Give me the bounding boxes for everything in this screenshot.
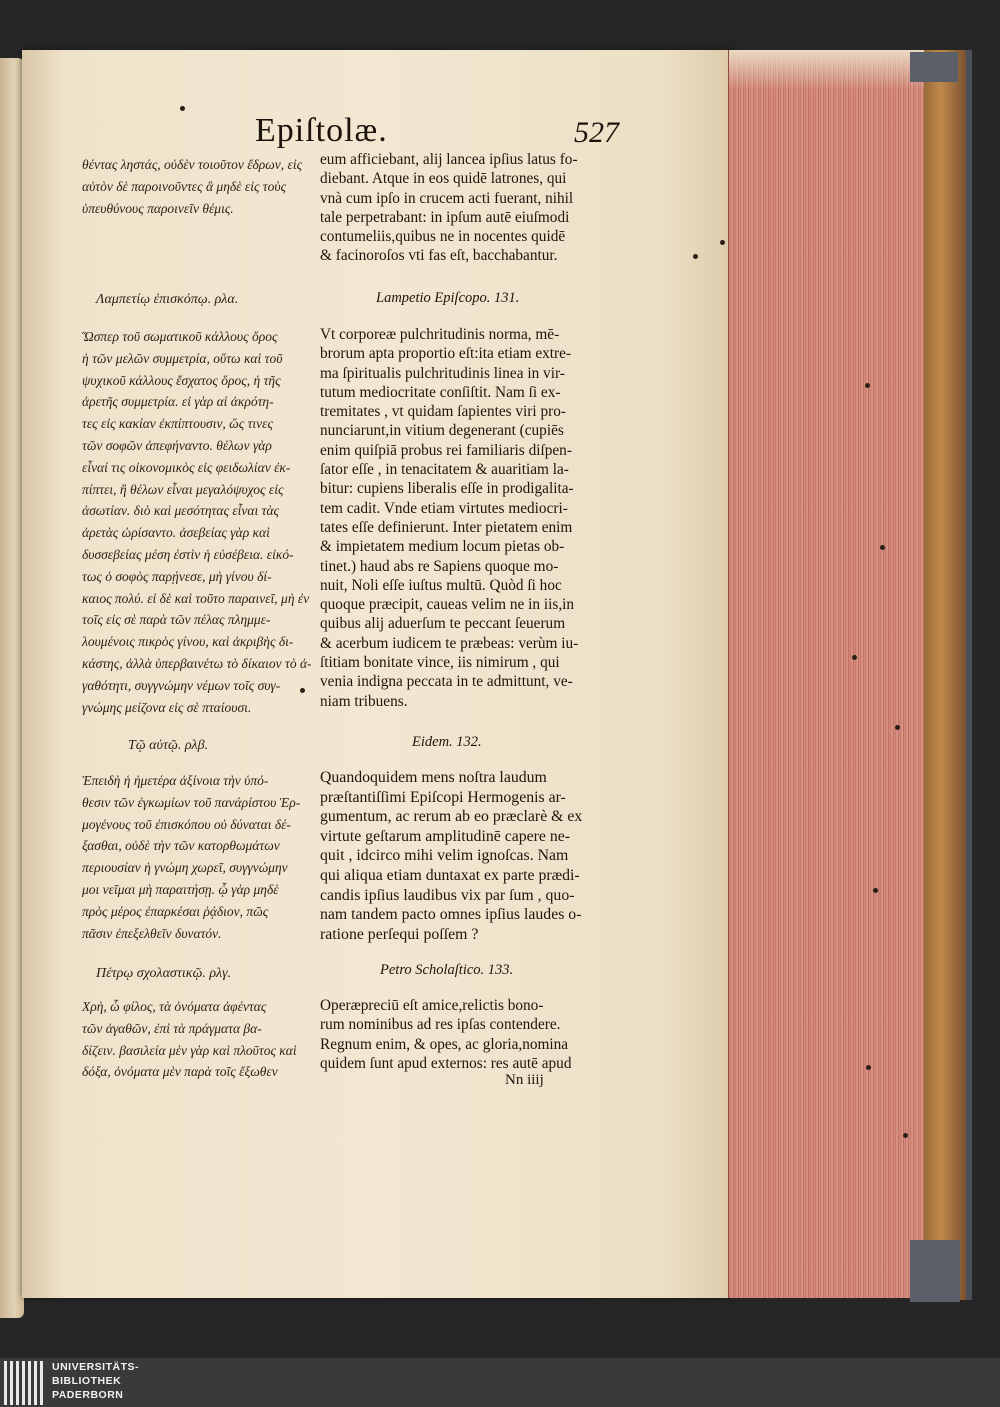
speck bbox=[300, 688, 305, 693]
text-line: αὐτὸν δὲ παροινοῦντες ἃ μηδὲ εἰς τοὺς bbox=[82, 178, 287, 194]
text-line: vnà cum ipſo in crucem acti fuerant, nihil bbox=[320, 189, 574, 207]
text-line: ἀρετῆς συμμετρία. εἰ γὰρ αἱ ἀκρότη- bbox=[82, 394, 274, 410]
text-line: ὑπευθύνους παροινεῖν θέμις. bbox=[82, 200, 234, 216]
text-line: & facinoroſos vti fas eſt, bacchabantur. bbox=[320, 247, 558, 265]
latin-heading-132: Eidem. 132. bbox=[412, 734, 482, 750]
text-line: τῶν σοφῶν ἀπεφήναντο. θέλων γὰρ bbox=[82, 437, 272, 453]
greek-heading-132: Τῷ αὐτῷ. ρλβ. bbox=[128, 738, 209, 753]
text-line: πίπτει, ἢ θέλων εἶναι μεγαλόψυχος εἰς bbox=[82, 481, 284, 497]
text-line: diebant. Atque in eos quidē latrones, qui bbox=[320, 170, 567, 188]
text-line: ξασθαι, οὐδὲ τὴν τῶν κατορθωμάτων bbox=[82, 838, 280, 854]
text-line: nunciarunt,in vitium degenerant (cupiēs bbox=[320, 422, 564, 440]
text-line: ἀρετὰς ὡρίσαντο. ἀσεβείας γὰρ καὶ bbox=[82, 525, 270, 541]
page-edges bbox=[728, 50, 929, 1298]
text-line: niam tribuens. bbox=[320, 692, 408, 710]
text-line: ἡ τῶν μελῶν συμμετρία, οὕτω καὶ τοῦ bbox=[82, 350, 283, 366]
text-line: τοῖς εἰς σὲ παρὰ τῶν πέλας πλημμε- bbox=[82, 612, 271, 628]
text-line: Regnum enim, & opes, ac gloria,nomina bbox=[320, 1035, 569, 1053]
text-line: quibus alij aduerſum te peccant ſeuerum bbox=[320, 615, 566, 633]
speck bbox=[903, 1133, 908, 1138]
text-line: δίζειν. βασιλεία μὲν γὰρ καὶ πλοῦτος καὶ bbox=[82, 1042, 297, 1058]
text-line: ψυχικοῦ κάλλους ἔσχατος ὅρος, ἡ τῆς bbox=[82, 372, 281, 388]
text-line: qui aliqua etiam duntaxat ex parte prædi- bbox=[320, 866, 580, 884]
text-line: Χρὴ, ὦ φίλος, τὰ ὀνόματα ἀφέντας bbox=[82, 999, 267, 1014]
text-line: μογένους τοῦ ἐπισκόπου οὐ δύναται δέ- bbox=[82, 816, 291, 832]
text-line: brorum apta proportio eſt:ita etiam extre- bbox=[320, 345, 572, 363]
greek-block-131 bbox=[82, 326, 312, 718]
text-line: enim quiſpiā probus rei familiaris diſpen- bbox=[320, 441, 572, 459]
latin-block-1 bbox=[320, 150, 610, 266]
text-line: quoque præcipit, caueas velim ne in iis,in bbox=[320, 596, 575, 614]
text-line: ratione perſequi poſſem ? bbox=[320, 925, 479, 943]
text-line: eum afficiebant, alij lancea ipſius latus fo- bbox=[320, 151, 578, 168]
book-cover bbox=[924, 50, 972, 1300]
greek-block-1 bbox=[82, 154, 312, 219]
text-line: Vt corporeæ pulchritudinis norma, mē- bbox=[320, 326, 560, 343]
text-line: quidem ſunt apud externos: res autē apud bbox=[320, 1054, 572, 1072]
text-line: contumeliis,quibus ne in nocentes quidē bbox=[320, 228, 566, 246]
left-page-edge bbox=[0, 58, 24, 1318]
logo-line-1: UNIVERSITÄTS- bbox=[52, 1361, 140, 1373]
text-line: gumentum, ac rerum ab eo præclarè & ex bbox=[320, 808, 583, 826]
latin-heading-133: Petro Scholaſtico. 133. bbox=[380, 962, 514, 978]
text-line: & acerbum iudicem te præbeas: verùm iu- bbox=[320, 634, 579, 652]
speck bbox=[180, 106, 185, 111]
speck bbox=[895, 725, 900, 730]
text-line: πᾶσιν ἐπεξελθεῖν δυνατόν. bbox=[82, 925, 222, 941]
text-line: quit , idcirco mihi velim ignoſcas. Nam bbox=[320, 847, 569, 865]
text-line: Ὥσπερ τοῦ σωματικοῦ κάλλους ὅρος bbox=[82, 329, 278, 344]
logo-line-3: PADERBORN bbox=[52, 1389, 124, 1401]
text-line: Ἐπειδὴ ἡ ἡμετέρα ἀξίνοια τὴν ὑπό- bbox=[82, 773, 269, 788]
latin-heading-131: Lampetio Epiſcopo. 131. bbox=[376, 290, 520, 306]
latin-block-133 bbox=[320, 996, 610, 1073]
text-line: μοι νεῖμαι μὴ παραιτήσῃ. ᾧ γὰρ μηδὲ bbox=[82, 881, 279, 897]
text-line: γνώμης μείζονα εἰς σὲ πταίουσι. bbox=[82, 699, 252, 715]
running-head: Epiſtolæ. bbox=[255, 112, 388, 149]
greek-heading-133: Πέτρῳ σχολαστικῷ. ρλγ. bbox=[96, 966, 232, 981]
speck bbox=[866, 1065, 871, 1070]
greek-heading-131: Λαμπετίῳ ἐπισκόπῳ. ρλα. bbox=[96, 292, 239, 307]
library-logo-text bbox=[52, 1360, 139, 1402]
footer-bar bbox=[0, 1358, 1000, 1407]
text-line: tale perpetrabant: in ipſum autē eiuſmodi bbox=[320, 208, 570, 226]
speck bbox=[873, 888, 878, 893]
text-line: εἶναί τις οἰκονομικὸς εἰς φειδωλίαν ἐκ- bbox=[82, 459, 291, 475]
text-line: τες εἰς κακίαν ἐκπίπτουσιν, ὥς τινες bbox=[82, 416, 273, 432]
text-line: γαθότητι, συγγνώμην νέμων τοῖς συγ- bbox=[82, 677, 281, 693]
greek-block-133 bbox=[82, 996, 312, 1083]
speck bbox=[852, 655, 857, 660]
text-line: nuit, Noli eſſe iuſtus multū. Quòd ſi hoc bbox=[320, 576, 562, 594]
text-line: tinet.) haud abs re Sapiens quoque mo- bbox=[320, 557, 559, 575]
text-line: πρὸς μέρος ἐπαρκέσαι ῥᾴδιον, πῶς bbox=[82, 903, 269, 919]
speck bbox=[693, 254, 698, 259]
text-line: nam tandem pacto omnes ipſius laudes o- bbox=[320, 906, 582, 924]
text-line: virtute geſtarum amplitudinē capere ne- bbox=[320, 827, 571, 845]
text-line: Quandoquidem mens noſtra laudum bbox=[320, 769, 547, 786]
speck bbox=[880, 545, 885, 550]
text-line: ſator eſſe , in tenacitatem & auaritiam la- bbox=[320, 461, 569, 479]
greek-block-132 bbox=[82, 770, 312, 944]
library-logo-icon bbox=[4, 1361, 46, 1405]
text-line: θέντας ληστάς, οὐδὲν τοιοῦτον ἔδρων, εἰς bbox=[82, 157, 303, 172]
text-line: δυσσεβείας μέση ἐστὶν ἡ εὐσέβεια. εἰκό- bbox=[82, 546, 294, 562]
text-line: Operæpreciū eſt amice,relictis bono- bbox=[320, 997, 544, 1014]
text-line: tates eſſe definierunt. Inter pietatem enim bbox=[320, 518, 573, 536]
text-line: rum nominibus ad res ipſas contendere. bbox=[320, 1016, 561, 1034]
text-line: venia indigna peccata in te admittunt, ve- bbox=[320, 673, 573, 691]
signature-mark: Nn iiij bbox=[505, 1072, 544, 1088]
text-line: κάστης, ἀλλὰ ὑπερβαινέτω τὸ δίκαιον τὸ ἀ- bbox=[82, 655, 312, 671]
text-line: tem cadit. Vnde etiam virtutes mediocri- bbox=[320, 499, 568, 517]
text-line: bitur: cupiens liberalis eſſe in prodigalita- bbox=[320, 480, 574, 498]
text-line: λουμένοις πικρὸς γίνου, καὶ ἀκριβὴς δι- bbox=[82, 634, 294, 650]
text-line: tremitates , vt quidam ſapientes viri pro- bbox=[320, 403, 566, 421]
text-line: θεσιν τῶν ἐγκωμίων τοῦ πανάρίστου Ἑρ- bbox=[82, 794, 301, 810]
text-line: ma ſpiritualis pulchritudinis linea in vir- bbox=[320, 364, 565, 382]
speck bbox=[865, 383, 870, 388]
text-line: δόξα, ὀνόματα μὲν παρὰ τοῖς ἔξωθεν bbox=[82, 1064, 278, 1080]
text-line: ſtitiam bonitate vince, iis nimirum , qui bbox=[320, 654, 560, 672]
text-line: τως ὁ σοφὸς παρῄνεσε, μὴ γίνου δί- bbox=[82, 568, 272, 584]
text-line: ἀσωτίαν. διὸ καὶ μεσότητας εἶναι τὰς bbox=[82, 503, 280, 519]
latin-block-131 bbox=[320, 325, 610, 711]
page-number: 527 bbox=[574, 116, 619, 149]
latin-block-132 bbox=[320, 768, 610, 944]
text-line: candis ipſius laudibus vix par ſum , quo- bbox=[320, 886, 575, 904]
text-line: tutum mediocritate conſiſtit. Nam ſi ex- bbox=[320, 383, 561, 401]
logo-line-2: BIBLIOTHEK bbox=[52, 1375, 122, 1387]
text-line: præſtantiſſimi Epiſcopi Hermogenis ar- bbox=[320, 788, 566, 806]
text-line: & impietatem medium locum pietas ob- bbox=[320, 538, 565, 556]
cover-corner-bottom bbox=[910, 1240, 960, 1302]
text-line: περιουσίαν ἡ γνώμη χωρεῖ, συγγνώμην bbox=[82, 860, 288, 876]
cover-corner-top bbox=[910, 52, 958, 82]
text-line: καιος πολύ. εἰ δὲ καὶ τοῦτο παραινεῖ, μὴ ἐν bbox=[82, 590, 310, 606]
text-line: τῶν ἀγαθῶν, ἐπὶ τὰ πράγματα βα- bbox=[82, 1020, 262, 1036]
speck bbox=[720, 240, 725, 245]
